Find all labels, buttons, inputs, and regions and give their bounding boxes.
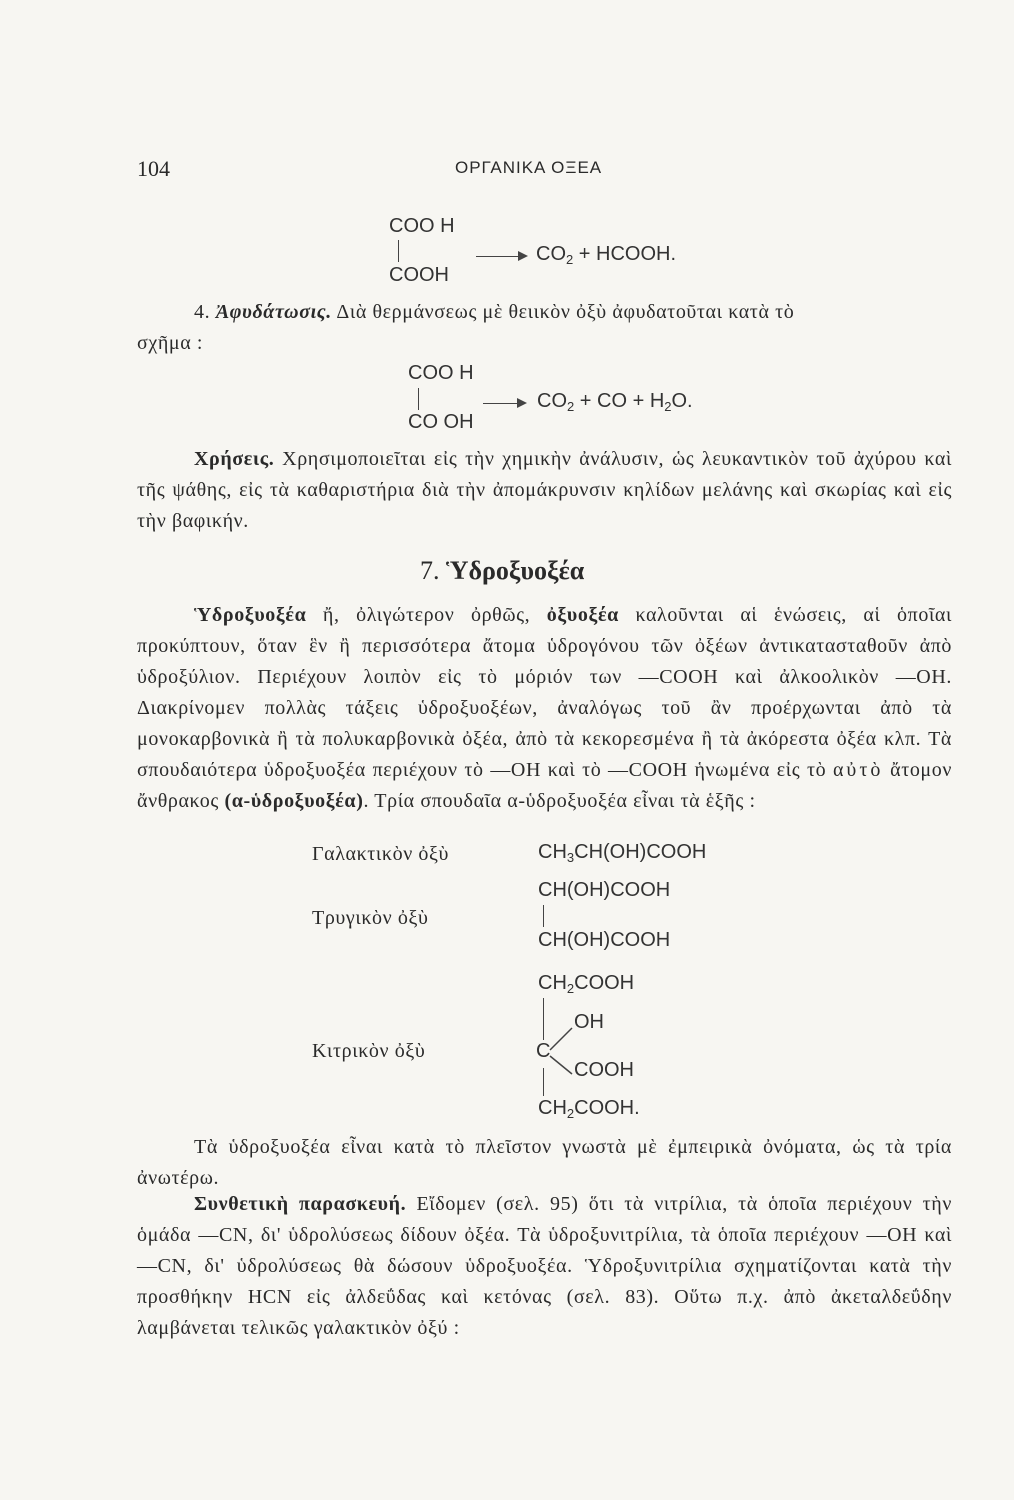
tartaric-acid-formula-top: CH(OH)COOH bbox=[538, 879, 671, 901]
reaction-arrow bbox=[483, 403, 525, 404]
reaction-2-products: $CO_2$ + CO + $H_2O$. bbox=[537, 390, 693, 414]
lactic-acid-formula: $CH_3CH(OH)COOH$ bbox=[538, 841, 707, 865]
intro-text-4: . Τρία σπουδαῖα α-ὑδροξυοξέα εἶναι τὰ ἑξῆς : bbox=[363, 790, 756, 812]
intro-emphasis: αὐτὸ bbox=[832, 759, 884, 781]
term-hydroxy-acids: Ὑδροξυοξέα bbox=[194, 604, 307, 626]
bond-line bbox=[543, 905, 544, 927]
section-number: 7. bbox=[420, 556, 440, 585]
item-4-title: Ἀφυδάτωσις. bbox=[215, 301, 332, 323]
uses-title: Χρήσεις. bbox=[194, 448, 275, 470]
citric-acid-carbon: C bbox=[536, 1040, 551, 1062]
citric-acid-formula-bottom: $CH_2COOH$. bbox=[538, 1097, 640, 1121]
citric-acid-oh: OH bbox=[574, 1011, 604, 1033]
section-heading bbox=[420, 556, 584, 586]
synthesis-title: Συνθετικὴ παρασκευή. bbox=[194, 1193, 407, 1215]
reaction-1-top: COO H bbox=[389, 215, 455, 237]
citric-acid-cooh: COOH bbox=[574, 1059, 634, 1081]
page-number: 104 bbox=[137, 156, 170, 181]
bond-line bbox=[543, 1068, 544, 1096]
reaction-2-top: COO H bbox=[408, 362, 474, 384]
lactic-acid-name: Γαλακτικὸν ὀξὺ bbox=[312, 843, 450, 865]
synthesis-paragraph bbox=[137, 1189, 952, 1344]
bond-line bbox=[543, 998, 544, 1040]
tartaric-acid-formula-bottom: CH(OH)COOH bbox=[538, 929, 671, 951]
intro-text-3: ἄτομον ἄνθρακος bbox=[137, 759, 953, 812]
uses-paragraph bbox=[137, 444, 952, 537]
running-title: ΟΡΓΑΝΙΚΑ ΟΞΕΑ bbox=[455, 158, 603, 177]
note-paragraph: Τὰ ὑδροξυοξέα εἶναι κατὰ τὸ πλεῖστον γνωστὰ μὲ ἐμπειρικὰ ὀνόματα, ὡς τὰ τρία ἀνωτέρω. bbox=[137, 1136, 952, 1189]
reaction-2-bottom: CO OH bbox=[408, 411, 474, 433]
intro-paragraph bbox=[137, 600, 952, 817]
reaction-1-products: $CO_2$ + HCOOH. bbox=[536, 243, 677, 267]
section-title: Ὑδροξυοξέα bbox=[446, 556, 585, 585]
term-oxy-acids: ὀξυοξέα bbox=[546, 604, 619, 626]
item-4-paragraph bbox=[137, 297, 952, 359]
reaction-arrow bbox=[476, 256, 526, 257]
tartaric-acid-name: Τρυγικὸν ὀξὺ bbox=[312, 907, 429, 929]
citric-acid-name: Κιτρικὸν ὀξὺ bbox=[312, 1040, 426, 1062]
citric-acid-formula-top: $CH_2COOH$ bbox=[538, 972, 635, 996]
uses-text: Χρησιμοποιεῖται εἰς τὴν χημικὴν ἀνάλυσιν, ὡς λευκαντικὸν τοῦ ἀχύρου καὶ τῆς ψάθης, εἰς τὰ καθαριστήρια διὰ τὴν ἀπομάκρυνσιν κηλίδων μελάνης καὶ σκωρίας καὶ εἰς τὴν βαφικήν. bbox=[137, 448, 952, 532]
bond-line bbox=[418, 388, 419, 410]
item-4-text-2: σχῆμα : bbox=[137, 332, 204, 354]
synthesis-text: Εἴδομεν (σελ. 95) ὅτι τὰ νιτρίλια, τὰ ὁποῖα περιέχουν τὴν ὁμάδα —CN, δι' ὑδρολύσεως δίδουν ὀξέα. Τὰ ὑδροξυνιτρίλια, τὰ ὁποῖα περιέχουν —OH καὶ —CN, δι' ὑδρολύσεως θὰ δώσουν ὑδροξυοξέα. Ὑδροξυνιτρίλια σχηματίζονται κατὰ τὴν προσθήκην HCN εἰς ἀλδεΰδας καὶ κετόνας (σελ. 83). Οὕτω π.χ. ἀπὸ ἀκεταλδεΰδην λαμβάνεται τελικῶς γαλακτικὸν ὀξύ : bbox=[137, 1193, 952, 1339]
bond-line bbox=[398, 240, 399, 262]
item-4-text: Διὰ θερμάνσεως μὲ θειικὸν ὀξὺ ἀφυδατοῦται κατὰ τὸ bbox=[331, 301, 795, 323]
intro-text-2: καλοῦνται αἱ ἑνώσεις, αἱ ὁποῖαι προκύπτουν, ὅταν ἓν ἢ περισσότερα ἄτομα ὑδρογόνου τῶν ὀξέων ἀντικατασταθοῦν ἀπὸ ὑδροξύλιον. Περιέχουν λοιπὸν εἰς τὸ μόριόν των —COOH καὶ ἀλκοολικὸν —OH. Διακρίνομεν πολλὰς τάξεις ὑδροξυοξέων, ἀναλόγως τοῦ ἂν προέρχωνται ἀπὸ τὰ μονοκαρβονικὰ ἢ τὰ πολυκαρβονικὰ ὀξέα, ἀπὸ τὰ κεκορεσμένα ἢ τὰ ἀκόρεστα ὀξέα κλπ. Τὰ σπουδαιότερα ὑδροξυοξέα περιέχουν τὸ —OH καὶ τὸ —COOH ἡνωμένα εἰς τὸ bbox=[137, 604, 952, 781]
intro-text-1: ἤ, ὀλιγώτερον ὀρθῶς, bbox=[306, 604, 547, 626]
term-alpha-hydroxy-acids: (α-ὑδροξυοξέα) bbox=[224, 790, 364, 812]
item-4-number: 4. bbox=[194, 301, 211, 323]
reaction-1-bottom: COOH bbox=[389, 264, 449, 286]
